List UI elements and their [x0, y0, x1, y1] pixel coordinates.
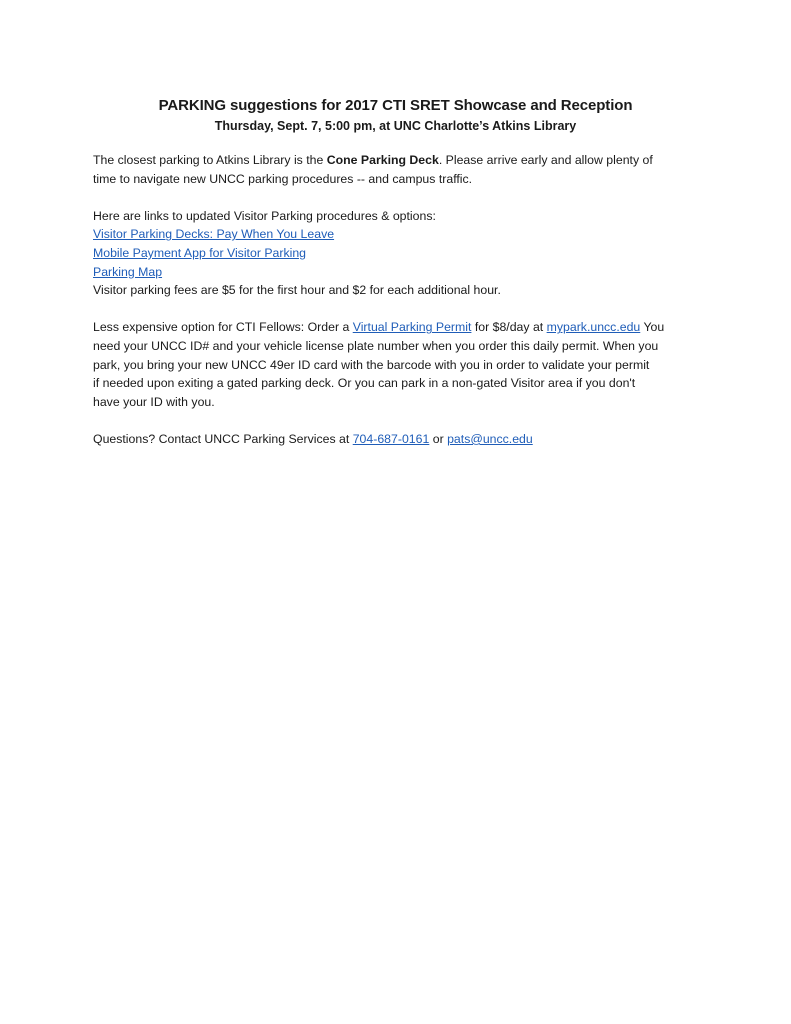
fellows-line-4: if needed upon exiting a gated parking deck. Or you can park in a non-gated Visitor area if you don't [93, 376, 636, 391]
fellows-line-5: have your ID with you. [93, 394, 215, 409]
links-line-2 [93, 244, 708, 263]
questions-paragraph [93, 430, 708, 449]
questions-line [93, 430, 708, 449]
questions-text-pre: Questions? Contact UNCC Parking Services at [93, 431, 353, 446]
parking-fees-text: Visitor parking fees are $5 for the first hour and $2 for each additional hour. [93, 283, 501, 298]
virtual-parking-permit-link[interactable]: Virtual Parking Permit [352, 320, 472, 335]
fellows-line-2: need your UNCC ID# and your vehicle license plate number when you order this daily permit. When you [93, 338, 659, 353]
intro-text-pre: The closest parking to Atkins Library is the [93, 153, 327, 167]
phone-link[interactable]: 704-687-0161 [352, 431, 430, 446]
links-paragraph [93, 207, 708, 300]
mypark-link[interactable]: mypark.uncc.edu [546, 320, 641, 335]
mobile-payment-app-link[interactable]: Mobile Payment App for Visitor Parking [93, 245, 307, 260]
page-subtitle: Thursday, Sept. 7, 5:00 pm, at UNC Charlotte’s Atkins Library [214, 119, 577, 133]
fellows-line-1 [93, 318, 708, 337]
document-body [93, 151, 708, 467]
intro-line-1 [93, 151, 708, 170]
intro-text-post: . Please arrive early and allow plenty of [438, 153, 653, 167]
fellows-line-3: park, you bring your new UNCC 49er ID card with the barcode with you in order to validate your permit [93, 357, 650, 372]
email-link[interactable]: pats@uncc.edu [447, 431, 533, 446]
intro-paragraph [93, 151, 708, 188]
intro-line-2: time to navigate new UNCC parking procedures -- and campus traffic. [93, 171, 473, 186]
fellows-text-pre: Less expensive option for CTI Fellows: Order a [93, 320, 353, 335]
page-title: PARKING suggestions for 2017 CTI SRET Showcase and Reception [158, 97, 633, 114]
cone-parking-deck-text: Cone Parking Deck [326, 153, 439, 167]
links-line-3 [93, 263, 708, 282]
fellows-text-post: You [640, 320, 665, 335]
links-line-1 [93, 225, 708, 244]
fellows-paragraph [93, 318, 708, 411]
links-heading: Here are links to updated Visitor Parking procedures & options: [93, 208, 436, 223]
visitor-parking-decks-link[interactable]: Visitor Parking Decks: Pay When You Leave [93, 227, 335, 242]
questions-text-mid: or [429, 431, 448, 446]
parking-map-link[interactable]: Parking Map [93, 264, 163, 279]
fellows-text-mid: for $8/day at [471, 320, 547, 335]
header [0, 96, 791, 135]
